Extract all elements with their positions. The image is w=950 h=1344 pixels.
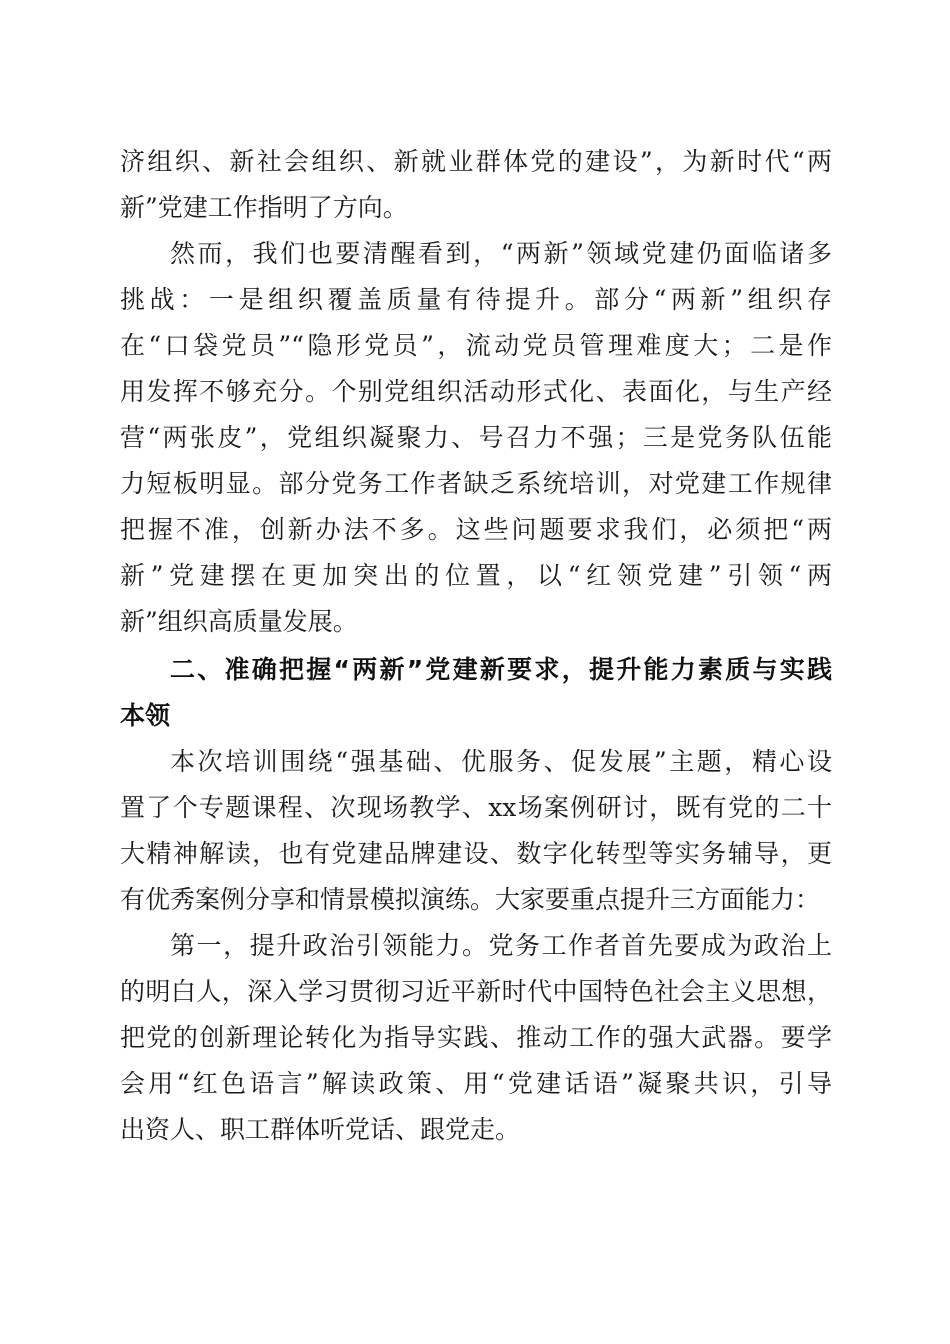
text-line: 济组织、新社会组织、新就业群体党的建设”，为新时代“两 xyxy=(120,147,832,176)
text-line: 挑战：一是组织覆盖质量有待提升。部分“两新”组织存 xyxy=(120,285,832,314)
paragraph-start-line: 第一，提升政治引领能力。党务工作者首先要成为政治上 xyxy=(170,931,832,960)
section-heading: 二、准确把握“两新”党建新要求，提升能力素质与实践 xyxy=(170,655,832,684)
section-heading-continuation: 本领 xyxy=(120,701,171,730)
text-line: 在“口袋党员”“隐形党员”，流动党员管理难度大；二是作 xyxy=(120,331,832,360)
paragraph-start-line: 然而，我们也要清醒看到，“两新”领域党建仍面临诸多 xyxy=(170,239,832,268)
text-line: 的明白人，深入学习贯彻习近平新时代中国特色社会主义思想， xyxy=(120,977,832,1006)
text-line: 会用“红色语言”解读政策、用“党建话语”凝聚共识，引导 xyxy=(120,1069,832,1098)
text-line: 新”党建工作指明了方向。 xyxy=(120,193,408,222)
text-line: 新”党建摆在更加突出的位置，以“红领党建”引领“两 xyxy=(120,561,832,590)
text-line: 置了个专题课程、次现场教学、xx场案例研讨，既有党的二十 xyxy=(120,793,832,822)
text-line: 营“两张皮”，党组织凝聚力、号召力不强；三是党务队伍能 xyxy=(120,423,832,452)
paragraph-start-line: 本次培训围绕“强基础、优服务、促发展”主题，精心设 xyxy=(170,747,832,776)
text-line: 用发挥不够充分。个别党组织活动形式化、表面化，与生产经 xyxy=(120,377,832,406)
text-line: 把党的创新理论转化为指导实践、推动工作的强大武器。要学 xyxy=(120,1023,832,1052)
text-line: 新”组织高质量发展。 xyxy=(120,607,358,636)
text-line: 有优秀案例分享和情景模拟演练。大家要重点提升三方面能力： xyxy=(120,885,821,914)
text-line: 出资人、职工群体听党话、跟党走。 xyxy=(120,1115,521,1144)
text-line: 大精神解读，也有党建品牌建设、数字化转型等实务辅导，更 xyxy=(120,839,832,868)
text-line: 力短板明显。部分党务工作者缺乏系统培训，对党建工作规律 xyxy=(120,469,832,498)
text-line: 把握不准，创新办法不多。这些问题要求我们，必须把“两 xyxy=(120,515,832,544)
